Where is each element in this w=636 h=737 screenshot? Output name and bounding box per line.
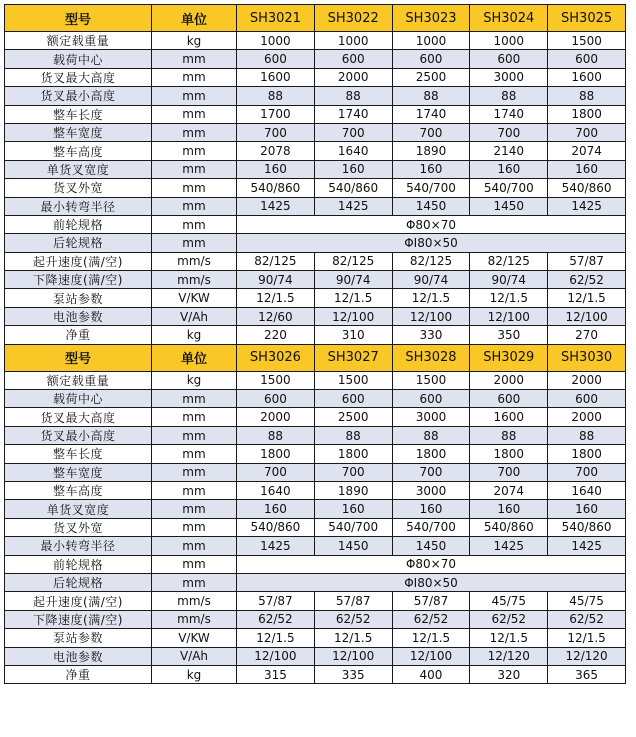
spec-value: 600 bbox=[470, 50, 548, 68]
spec-unit: kg bbox=[152, 371, 237, 389]
spec-value: 62/52 bbox=[470, 610, 548, 628]
table-row bbox=[5, 87, 626, 105]
spec-label: 整车长度 bbox=[5, 445, 152, 463]
spec-value: 1800 bbox=[314, 445, 392, 463]
spec-unit: mm bbox=[152, 426, 237, 444]
table-row bbox=[5, 234, 626, 252]
spec-value: 160 bbox=[470, 160, 548, 178]
spec-value: 12/120 bbox=[470, 647, 548, 665]
spec-value: 700 bbox=[470, 463, 548, 481]
spec-value: 1890 bbox=[392, 142, 470, 160]
spec-unit: mm bbox=[152, 445, 237, 463]
spec-value: 600 bbox=[548, 50, 626, 68]
spec-value: 62/52 bbox=[548, 610, 626, 628]
spec-value: 600 bbox=[314, 390, 392, 408]
spec-label: 额定载重量 bbox=[5, 32, 152, 50]
spec-value: 1425 bbox=[237, 537, 315, 555]
spec-unit: mm bbox=[152, 500, 237, 518]
spec-value: 160 bbox=[392, 160, 470, 178]
spec-label: 货叉最大高度 bbox=[5, 68, 152, 86]
spec-value: 1600 bbox=[237, 68, 315, 86]
spec-label: 前轮规格 bbox=[5, 215, 152, 233]
spec-value: 12/1.5 bbox=[548, 289, 626, 307]
spec-value: 12/100 bbox=[314, 307, 392, 325]
spec-value: 82/125 bbox=[392, 252, 470, 270]
spec-label: 单货叉宽度 bbox=[5, 500, 152, 518]
spec-value: 1600 bbox=[548, 68, 626, 86]
table-header-row bbox=[5, 5, 626, 32]
spec-label: 后轮规格 bbox=[5, 234, 152, 252]
table-row bbox=[5, 160, 626, 178]
table-row bbox=[5, 665, 626, 683]
spec-value: 1740 bbox=[392, 105, 470, 123]
spec-label: 净重 bbox=[5, 665, 152, 683]
header-model-label: 型号 bbox=[5, 5, 152, 32]
spec-value: 365 bbox=[548, 665, 626, 683]
table-row bbox=[5, 252, 626, 270]
spec-label: 货叉最大高度 bbox=[5, 408, 152, 426]
spec-label: 起升速度(满/空) bbox=[5, 252, 152, 270]
spec-value: 700 bbox=[470, 123, 548, 141]
spec-value: 2074 bbox=[470, 481, 548, 499]
spec-value: 88 bbox=[470, 426, 548, 444]
spec-value: 1000 bbox=[314, 32, 392, 50]
spec-unit: kg bbox=[152, 326, 237, 344]
spec-value: 12/1.5 bbox=[392, 629, 470, 647]
spec-value: 600 bbox=[237, 390, 315, 408]
spec-value: 600 bbox=[392, 50, 470, 68]
spec-value: 62/52 bbox=[548, 271, 626, 289]
spec-value: 57/87 bbox=[548, 252, 626, 270]
spec-value: 540/860 bbox=[237, 179, 315, 197]
spec-value: 2074 bbox=[548, 142, 626, 160]
spec-label: 单货叉宽度 bbox=[5, 160, 152, 178]
spec-value: 1500 bbox=[392, 371, 470, 389]
table-row bbox=[5, 390, 626, 408]
spec-unit: V/Ah bbox=[152, 307, 237, 325]
spec-label: 前轮规格 bbox=[5, 555, 152, 573]
spec-value: 12/100 bbox=[392, 307, 470, 325]
spec-unit: mm bbox=[152, 160, 237, 178]
spec-value: 1425 bbox=[470, 537, 548, 555]
model-name: SH3023 bbox=[392, 5, 470, 32]
spec-value: 45/75 bbox=[470, 592, 548, 610]
spec-value: 1800 bbox=[548, 445, 626, 463]
table-row bbox=[5, 307, 626, 325]
spec-value: 12/60 bbox=[237, 307, 315, 325]
spec-value: 12/1.5 bbox=[470, 629, 548, 647]
spec-value: 1425 bbox=[314, 197, 392, 215]
spec-value: 540/860 bbox=[470, 518, 548, 536]
spec-value: 1425 bbox=[237, 197, 315, 215]
spec-value: 1000 bbox=[392, 32, 470, 50]
spec-value: 600 bbox=[548, 390, 626, 408]
spec-value: 160 bbox=[548, 500, 626, 518]
spec-value: 88 bbox=[314, 426, 392, 444]
spec-value: 88 bbox=[548, 87, 626, 105]
model-name: SH3022 bbox=[314, 5, 392, 32]
spec-value: 12/100 bbox=[548, 307, 626, 325]
spec-value: 540/700 bbox=[314, 518, 392, 536]
spec-value-merged: Φ80×70 bbox=[237, 555, 626, 573]
spec-unit: mm bbox=[152, 105, 237, 123]
spec-value: 12/100 bbox=[470, 307, 548, 325]
spec-label: 整车长度 bbox=[5, 105, 152, 123]
spec-value: 62/52 bbox=[237, 610, 315, 628]
spec-unit: mm bbox=[152, 408, 237, 426]
table-row bbox=[5, 481, 626, 499]
spec-value: 1800 bbox=[237, 445, 315, 463]
spec-value: 160 bbox=[314, 160, 392, 178]
spec-value: 700 bbox=[314, 123, 392, 141]
spec-unit: mm bbox=[152, 463, 237, 481]
spec-value: 90/74 bbox=[314, 271, 392, 289]
spec-label: 额定载重量 bbox=[5, 371, 152, 389]
spec-value: 540/860 bbox=[548, 179, 626, 197]
table-row bbox=[5, 142, 626, 160]
spec-value: 1800 bbox=[470, 445, 548, 463]
spec-value-merged: ΦI80×50 bbox=[237, 234, 626, 252]
spec-value: 700 bbox=[237, 123, 315, 141]
spec-value: 320 bbox=[470, 665, 548, 683]
spec-unit: mm bbox=[152, 68, 237, 86]
spec-label: 货叉最小高度 bbox=[5, 87, 152, 105]
spec-value: 400 bbox=[392, 665, 470, 683]
spec-value: 3000 bbox=[470, 68, 548, 86]
spec-value: 88 bbox=[470, 87, 548, 105]
spec-value: 3000 bbox=[392, 408, 470, 426]
spec-value: 3000 bbox=[392, 481, 470, 499]
spec-value: 2000 bbox=[470, 371, 548, 389]
spec-value: 62/52 bbox=[392, 610, 470, 628]
spec-value: 90/74 bbox=[470, 271, 548, 289]
spec-value: 540/700 bbox=[392, 179, 470, 197]
spec-label: 货叉外宽 bbox=[5, 518, 152, 536]
table-row bbox=[5, 537, 626, 555]
spec-value: 2000 bbox=[548, 408, 626, 426]
spec-value-merged: Φ80×70 bbox=[237, 215, 626, 233]
spec-value: 1450 bbox=[392, 537, 470, 555]
spec-unit: mm bbox=[152, 50, 237, 68]
header-unit-label: 单位 bbox=[152, 344, 237, 371]
header-model-label: 型号 bbox=[5, 344, 152, 371]
spec-value: 700 bbox=[548, 463, 626, 481]
spec-value: 1890 bbox=[314, 481, 392, 499]
spec-unit: mm bbox=[152, 142, 237, 160]
spec-value: 2078 bbox=[237, 142, 315, 160]
spec-value: 540/700 bbox=[470, 179, 548, 197]
spec-value: 88 bbox=[237, 87, 315, 105]
model-name: SH3025 bbox=[548, 5, 626, 32]
spec-value: 350 bbox=[470, 326, 548, 344]
table-row bbox=[5, 592, 626, 610]
table-row bbox=[5, 371, 626, 389]
spec-unit: kg bbox=[152, 665, 237, 683]
table-row bbox=[5, 32, 626, 50]
spec-value: 160 bbox=[470, 500, 548, 518]
spec-value: 1640 bbox=[314, 142, 392, 160]
spec-value: 1500 bbox=[237, 371, 315, 389]
spec-label: 载荷中心 bbox=[5, 50, 152, 68]
spec-value: 12/1.5 bbox=[548, 629, 626, 647]
spec-value: 88 bbox=[392, 426, 470, 444]
spec-label: 货叉外宽 bbox=[5, 179, 152, 197]
spec-value: 88 bbox=[237, 426, 315, 444]
spec-label: 整车宽度 bbox=[5, 463, 152, 481]
spec-value: 12/100 bbox=[314, 647, 392, 665]
spec-unit: mm bbox=[152, 123, 237, 141]
spec-label: 泵站参数 bbox=[5, 289, 152, 307]
spec-value: 600 bbox=[314, 50, 392, 68]
spec-value: 160 bbox=[548, 160, 626, 178]
spec-unit: mm/s bbox=[152, 610, 237, 628]
spec-value: 540/860 bbox=[237, 518, 315, 536]
spec-unit: V/Ah bbox=[152, 647, 237, 665]
table-row bbox=[5, 629, 626, 647]
spec-value: 1740 bbox=[314, 105, 392, 123]
spec-value: 12/120 bbox=[548, 647, 626, 665]
spec-sheet bbox=[4, 4, 625, 684]
spec-label: 电池参数 bbox=[5, 307, 152, 325]
spec-value: 160 bbox=[237, 500, 315, 518]
model-name: SH3024 bbox=[470, 5, 548, 32]
spec-value: 700 bbox=[237, 463, 315, 481]
spec-value: 2000 bbox=[314, 68, 392, 86]
spec-value: 82/125 bbox=[237, 252, 315, 270]
spec-value: 12/1.5 bbox=[314, 629, 392, 647]
spec-label: 载荷中心 bbox=[5, 390, 152, 408]
table-row bbox=[5, 555, 626, 573]
spec-value: 45/75 bbox=[548, 592, 626, 610]
spec-unit: kg bbox=[152, 32, 237, 50]
spec-value: 1000 bbox=[470, 32, 548, 50]
spec-label: 下降速度(满/空) bbox=[5, 610, 152, 628]
model-name: SH3028 bbox=[392, 344, 470, 371]
spec-value: 62/52 bbox=[314, 610, 392, 628]
spec-value: 88 bbox=[548, 426, 626, 444]
spec-unit: mm bbox=[152, 215, 237, 233]
spec-unit: mm bbox=[152, 234, 237, 252]
table-row bbox=[5, 215, 626, 233]
spec-value: 700 bbox=[392, 463, 470, 481]
spec-value: 1450 bbox=[470, 197, 548, 215]
spec-value: 160 bbox=[392, 500, 470, 518]
spec-value: 1450 bbox=[392, 197, 470, 215]
spec-value: 88 bbox=[392, 87, 470, 105]
table-row bbox=[5, 179, 626, 197]
spec-value: 1700 bbox=[237, 105, 315, 123]
spec-value-merged: ΦI80×50 bbox=[237, 573, 626, 591]
spec-value: 82/125 bbox=[470, 252, 548, 270]
spec-unit: mm/s bbox=[152, 252, 237, 270]
spec-value: 1425 bbox=[548, 537, 626, 555]
table-row bbox=[5, 123, 626, 141]
table-row bbox=[5, 289, 626, 307]
spec-value: 335 bbox=[314, 665, 392, 683]
table-row bbox=[5, 326, 626, 344]
spec-unit: mm bbox=[152, 555, 237, 573]
spec-label: 整车高度 bbox=[5, 481, 152, 499]
table-header-row bbox=[5, 344, 626, 371]
spec-value: 540/700 bbox=[392, 518, 470, 536]
spec-value: 12/100 bbox=[392, 647, 470, 665]
spec-label: 最小转弯半径 bbox=[5, 197, 152, 215]
spec-unit: mm bbox=[152, 518, 237, 536]
spec-label: 电池参数 bbox=[5, 647, 152, 665]
spec-table-body bbox=[5, 5, 626, 684]
spec-value: 82/125 bbox=[314, 252, 392, 270]
model-name: SH3021 bbox=[237, 5, 315, 32]
spec-value: 1800 bbox=[548, 105, 626, 123]
table-row bbox=[5, 573, 626, 591]
spec-value: 700 bbox=[392, 123, 470, 141]
table-row bbox=[5, 68, 626, 86]
spec-value: 700 bbox=[548, 123, 626, 141]
spec-value: 160 bbox=[314, 500, 392, 518]
spec-unit: V/KW bbox=[152, 629, 237, 647]
header-unit-label: 单位 bbox=[152, 5, 237, 32]
model-name: SH3027 bbox=[314, 344, 392, 371]
spec-value: 540/860 bbox=[548, 518, 626, 536]
spec-unit: V/KW bbox=[152, 289, 237, 307]
spec-value: 1425 bbox=[548, 197, 626, 215]
spec-value: 1450 bbox=[314, 537, 392, 555]
spec-value: 315 bbox=[237, 665, 315, 683]
spec-value: 160 bbox=[237, 160, 315, 178]
spec-value: 12/1.5 bbox=[470, 289, 548, 307]
spec-label: 净重 bbox=[5, 326, 152, 344]
spec-label: 下降速度(满/空) bbox=[5, 271, 152, 289]
table-row bbox=[5, 271, 626, 289]
spec-table bbox=[4, 4, 626, 684]
spec-value: 57/87 bbox=[237, 592, 315, 610]
spec-unit: mm bbox=[152, 197, 237, 215]
table-row bbox=[5, 647, 626, 665]
spec-value: 1500 bbox=[548, 32, 626, 50]
table-row bbox=[5, 500, 626, 518]
spec-value: 1800 bbox=[392, 445, 470, 463]
spec-label: 起升速度(满/空) bbox=[5, 592, 152, 610]
spec-unit: mm bbox=[152, 573, 237, 591]
spec-value: 2000 bbox=[237, 408, 315, 426]
spec-value: 90/74 bbox=[237, 271, 315, 289]
table-row bbox=[5, 105, 626, 123]
spec-value: 2000 bbox=[548, 371, 626, 389]
table-row bbox=[5, 445, 626, 463]
spec-value: 600 bbox=[237, 50, 315, 68]
spec-unit: mm bbox=[152, 390, 237, 408]
spec-value: 270 bbox=[548, 326, 626, 344]
spec-value: 330 bbox=[392, 326, 470, 344]
spec-value: 2140 bbox=[470, 142, 548, 160]
spec-unit: mm bbox=[152, 87, 237, 105]
table-row bbox=[5, 197, 626, 215]
spec-unit: mm bbox=[152, 537, 237, 555]
model-name: SH3026 bbox=[237, 344, 315, 371]
spec-value: 1640 bbox=[548, 481, 626, 499]
spec-label: 后轮规格 bbox=[5, 573, 152, 591]
spec-value: 700 bbox=[314, 463, 392, 481]
spec-value: 12/1.5 bbox=[314, 289, 392, 307]
spec-unit: mm/s bbox=[152, 271, 237, 289]
spec-value: 1500 bbox=[314, 371, 392, 389]
spec-value: 12/1.5 bbox=[237, 629, 315, 647]
spec-unit: mm/s bbox=[152, 592, 237, 610]
spec-value: 57/87 bbox=[314, 592, 392, 610]
spec-value: 2500 bbox=[392, 68, 470, 86]
spec-value: 88 bbox=[314, 87, 392, 105]
spec-unit: mm bbox=[152, 179, 237, 197]
spec-value: 12/1.5 bbox=[237, 289, 315, 307]
spec-value: 1000 bbox=[237, 32, 315, 50]
spec-value: 12/100 bbox=[237, 647, 315, 665]
spec-label: 整车宽度 bbox=[5, 123, 152, 141]
spec-value: 12/1.5 bbox=[392, 289, 470, 307]
spec-unit: mm bbox=[152, 481, 237, 499]
table-row bbox=[5, 50, 626, 68]
table-row bbox=[5, 426, 626, 444]
spec-value: 1740 bbox=[470, 105, 548, 123]
spec-value: 310 bbox=[314, 326, 392, 344]
spec-value: 600 bbox=[470, 390, 548, 408]
spec-value: 1640 bbox=[237, 481, 315, 499]
spec-value: 540/860 bbox=[314, 179, 392, 197]
table-row bbox=[5, 463, 626, 481]
spec-label: 整车高度 bbox=[5, 142, 152, 160]
table-row bbox=[5, 408, 626, 426]
spec-value: 600 bbox=[392, 390, 470, 408]
table-row bbox=[5, 518, 626, 536]
table-row bbox=[5, 610, 626, 628]
spec-value: 220 bbox=[237, 326, 315, 344]
spec-value: 90/74 bbox=[392, 271, 470, 289]
spec-value: 57/87 bbox=[392, 592, 470, 610]
spec-label: 最小转弯半径 bbox=[5, 537, 152, 555]
spec-value: 2500 bbox=[314, 408, 392, 426]
model-name: SH3030 bbox=[548, 344, 626, 371]
spec-value: 1600 bbox=[470, 408, 548, 426]
model-name: SH3029 bbox=[470, 344, 548, 371]
spec-label: 货叉最小高度 bbox=[5, 426, 152, 444]
spec-label: 泵站参数 bbox=[5, 629, 152, 647]
